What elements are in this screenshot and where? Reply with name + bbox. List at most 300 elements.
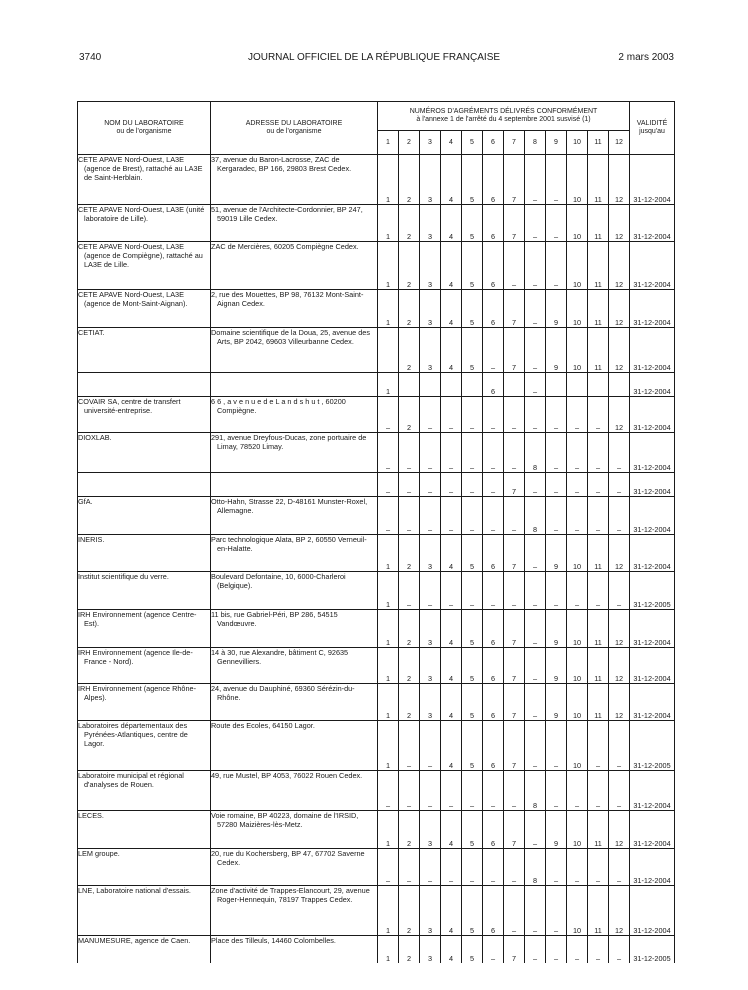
laboratory-address-text: 24, avenue du Dauphiné, 69360 Sérézin-du-Rhône. (211, 684, 355, 702)
laboratory-name (78, 497, 211, 535)
agreement-cell: – (420, 572, 441, 610)
agreement-cell (567, 373, 588, 397)
agreement-cell: 9 (546, 328, 567, 373)
laboratory-address (211, 155, 378, 205)
agreement-cell: – (609, 936, 630, 963)
agreement-cell: 7 (504, 936, 525, 963)
laboratory-address-text: 51, avenue de l'Architecte-Cordonnier, BP 247, 59019 Lille Cedex. (211, 205, 363, 223)
laboratory-name (78, 433, 211, 473)
agreement-cell: 1 (378, 242, 399, 290)
agreement-cell: 8 (525, 771, 546, 811)
agreement-cell: – (420, 721, 441, 771)
validity-date: 31-12-2004 (630, 886, 675, 936)
table-row (78, 290, 675, 328)
agreement-cell: – (525, 721, 546, 771)
agreement-cell: 3 (420, 936, 441, 963)
agreement-cell: 11 (588, 328, 609, 373)
laboratory-address (211, 771, 378, 811)
laboratory-address-text: Otto-Hahn, Strasse 22, D-48161 Munster-Roxel, Allemagne. (211, 497, 368, 515)
agreement-cell: 2 (399, 205, 420, 242)
agreement-cell: – (420, 497, 441, 535)
agreement-cell: 5 (462, 684, 483, 721)
laboratory-address-text: 20, rue du Kochersberg, BP 47, 67702 Saverne Cedex. (211, 849, 365, 867)
agreement-cell: – (441, 497, 462, 535)
agreement-cell: – (567, 771, 588, 811)
agreement-cell: 1 (378, 936, 399, 963)
agreement-number-header: 3 (420, 131, 441, 155)
agreement-cell: – (525, 373, 546, 397)
table-row (78, 497, 675, 535)
laboratory-name (78, 610, 211, 648)
laboratory-name (78, 328, 211, 373)
agreement-cell: – (462, 849, 483, 886)
agreement-cell: – (462, 433, 483, 473)
validity-date: 31-12-2005 (630, 721, 675, 771)
column-header-validity-line1: VALIDITÉ (636, 120, 668, 127)
agreement-cell: 10 (567, 684, 588, 721)
agreement-cell: – (483, 473, 504, 497)
agreement-cell: 5 (462, 886, 483, 936)
column-header-agreements (378, 102, 630, 131)
agreement-number-header: 12 (609, 131, 630, 155)
agreement-cell: 12 (609, 205, 630, 242)
agreement-cell: – (588, 572, 609, 610)
laboratory-address (211, 648, 378, 684)
agreement-cell: 1 (378, 373, 399, 397)
agreement-cell: – (378, 497, 399, 535)
agreement-cell: 11 (588, 684, 609, 721)
agreement-cell: – (609, 473, 630, 497)
agreement-cell: – (483, 397, 504, 433)
agreement-cell: 1 (378, 886, 399, 936)
laboratory-name-text: CETE APAVE Nord-Ouest, LA3E (agence de Brest), rattaché au LA3E de Saint-Herblain. (78, 155, 203, 182)
validity-date: 31-12-2005 (630, 572, 675, 610)
agreement-number-header: 11 (588, 131, 609, 155)
agreement-cell: 2 (399, 155, 420, 205)
agreement-cell (609, 373, 630, 397)
agreement-cell: 4 (441, 328, 462, 373)
laboratory-address-text: Zone d'activité de Trappes-Elancourt, 29, avenue Roger-Hennequin, 78197 Trappes Cedex. (211, 886, 370, 904)
laboratory-name (78, 684, 211, 721)
column-header-name-line1: NOM DU LABORATOIRE (104, 120, 184, 127)
agreement-cell: 12 (609, 610, 630, 648)
agreement-cell: 2 (399, 328, 420, 373)
laboratory-address-text: 2, rue des Mouettes, BP 98, 76132 Mont-Saint-Aignan Cedex. (211, 290, 364, 308)
agreement-cell: – (378, 849, 399, 886)
agreement-cell: 3 (420, 328, 441, 373)
validity-date: 31-12-2004 (630, 811, 675, 849)
agreement-cell: – (546, 433, 567, 473)
laboratory-name-text: LNE, Laboratoire national d'essais. (78, 886, 191, 895)
agreement-cell: – (567, 473, 588, 497)
validity-date: 31-12-2004 (630, 849, 675, 886)
agreement-cell: 6 (483, 535, 504, 572)
validity-date: 31-12-2004 (630, 397, 675, 433)
journal-title: JOURNAL OFFICIEL DE LA RÉPUBLIQUE FRANÇAISE (247, 52, 501, 63)
table-row (78, 886, 675, 936)
agreement-cell: – (525, 328, 546, 373)
agreement-cell: – (504, 572, 525, 610)
laboratory-name (78, 811, 211, 849)
agreement-cell: – (504, 242, 525, 290)
agreement-cell: 5 (462, 328, 483, 373)
validity-date: 31-12-2004 (630, 684, 675, 721)
agreement-cell: 7 (504, 610, 525, 648)
agreement-cell: 7 (504, 648, 525, 684)
agreement-cell: – (399, 497, 420, 535)
agreement-cell: 4 (441, 684, 462, 721)
agreement-cell: 12 (609, 684, 630, 721)
laboratory-address (211, 473, 378, 497)
agreement-cell: – (609, 849, 630, 886)
agreement-cell: – (546, 497, 567, 535)
agreement-cell: – (588, 473, 609, 497)
agreement-cell: 2 (399, 684, 420, 721)
agreement-cell: – (609, 497, 630, 535)
column-header-name-line2: ou de l'organisme (116, 128, 172, 135)
agreement-cell: 4 (441, 886, 462, 936)
agreement-cell: 10 (567, 721, 588, 771)
agreement-cell: – (399, 849, 420, 886)
agreement-cell: 2 (399, 811, 420, 849)
agreement-cell: 9 (546, 648, 567, 684)
agreement-cell: – (399, 721, 420, 771)
laboratory-name-text: DIOXLAB. (78, 433, 112, 442)
agreement-cell: 7 (504, 811, 525, 849)
agreement-cell: – (420, 473, 441, 497)
laboratory-address-text: ZAC de Mercières, 60205 Compiègne Cedex. (211, 242, 359, 251)
agreement-cell: 10 (567, 205, 588, 242)
laboratory-name (78, 473, 211, 497)
agreement-cell: – (525, 572, 546, 610)
agreement-cell: 12 (609, 648, 630, 684)
agreement-number-header: 5 (462, 131, 483, 155)
agreement-cell: 12 (609, 886, 630, 936)
agreement-cell: 4 (441, 155, 462, 205)
agreement-number-header: 10 (567, 131, 588, 155)
agreement-cell: 10 (567, 886, 588, 936)
agreement-cell: 7 (504, 684, 525, 721)
agreement-cell: 4 (441, 936, 462, 963)
agreement-cell: 3 (420, 610, 441, 648)
agreement-cell: – (567, 497, 588, 535)
laboratory-name (78, 290, 211, 328)
agreement-cell: 3 (420, 648, 441, 684)
agreement-cell: 9 (546, 811, 567, 849)
agreement-cell: 7 (504, 205, 525, 242)
agreement-cell: 5 (462, 205, 483, 242)
laboratory-address-text: Parc technologique Alata, BP 2, 60550 Verneuil-en-Halatte. (211, 535, 367, 553)
agreement-cell: 4 (441, 205, 462, 242)
agreement-cell: 6 (483, 811, 504, 849)
agreement-cell: – (609, 721, 630, 771)
column-header-name (78, 102, 211, 155)
agreement-cell: – (483, 328, 504, 373)
laboratory-name-text: MANUMESURE, agence de Caen. (78, 936, 191, 945)
agreement-cell: 3 (420, 535, 441, 572)
table-row (78, 397, 675, 433)
agreement-cell: 7 (504, 328, 525, 373)
agreement-cell: – (483, 771, 504, 811)
agreement-cell: 10 (567, 242, 588, 290)
agreement-cell: 1 (378, 205, 399, 242)
agreement-cell: 3 (420, 155, 441, 205)
laboratory-address (211, 610, 378, 648)
agreement-cell: 5 (462, 721, 483, 771)
agreement-cell: – (567, 572, 588, 610)
agreement-cell: 12 (609, 328, 630, 373)
agreement-cell: 10 (567, 811, 588, 849)
laboratory-address-text: 14 à 30, rue Alexandre, bâtiment C, 92635 Gennevilliers. (211, 648, 349, 666)
table-row (78, 572, 675, 610)
agreement-cell: 10 (567, 155, 588, 205)
validity-date: 31-12-2004 (630, 648, 675, 684)
agreement-cell: – (546, 849, 567, 886)
laboratory-name (78, 886, 211, 936)
agreement-cell: 11 (588, 205, 609, 242)
validity-date: 31-12-2004 (630, 242, 675, 290)
agreement-cell: 9 (546, 684, 567, 721)
agreement-cell: – (462, 771, 483, 811)
agreement-cell: 6 (483, 610, 504, 648)
table-row (78, 473, 675, 497)
agreement-cell: – (462, 397, 483, 433)
agreement-cell: 6 (483, 886, 504, 936)
laboratory-address (211, 328, 378, 373)
table-row (78, 849, 675, 886)
agreement-cell: – (546, 242, 567, 290)
agreement-cell: – (483, 572, 504, 610)
agreement-cell: 9 (546, 535, 567, 572)
laboratory-address-text: 11 bis, rue Gabriel-Péri, BP 286, 54515 Vandœuvre. (211, 610, 338, 628)
agreement-cell: 5 (462, 811, 483, 849)
agreement-cell: 1 (378, 572, 399, 610)
agreement-cell: 12 (609, 242, 630, 290)
agreement-cell: 10 (567, 648, 588, 684)
agreement-cell: 6 (483, 721, 504, 771)
column-header-address (211, 102, 378, 155)
agreement-cell: 1 (378, 721, 399, 771)
agreement-cell: 2 (399, 397, 420, 433)
agreement-cell: 1 (378, 648, 399, 684)
agreement-cell: 4 (441, 610, 462, 648)
agreement-number-header: 9 (546, 131, 567, 155)
agreement-cell: – (525, 936, 546, 963)
agreement-cell: 8 (525, 433, 546, 473)
agreement-cell: 6 (483, 290, 504, 328)
agreement-cell: 2 (399, 242, 420, 290)
agreement-cell: 3 (420, 242, 441, 290)
column-header-agreements-line1: NUMÉROS D'AGRÉMENTS DÉLIVRÉS CONFORMÉMENT (409, 108, 598, 115)
agreement-cell: – (378, 473, 399, 497)
agreement-cell: 1 (378, 290, 399, 328)
agreement-cell: 4 (441, 535, 462, 572)
table-row (78, 610, 675, 648)
agreement-cell: 1 (378, 155, 399, 205)
agreement-cell: – (567, 397, 588, 433)
laboratory-name (78, 771, 211, 811)
table-row (78, 811, 675, 849)
laboratory-name (78, 205, 211, 242)
agreement-cell: – (462, 497, 483, 535)
publication-date: 2 mars 2003 (618, 52, 674, 63)
agreement-cell: 6 (483, 242, 504, 290)
agreement-cell: 11 (588, 290, 609, 328)
agreement-cell: – (588, 771, 609, 811)
validity-date: 31-12-2004 (630, 473, 675, 497)
laboratory-address-text: Boulevard Defontaine, 10, 6000-Charleroi (Belgique). (211, 572, 346, 590)
agreement-cell: 10 (567, 610, 588, 648)
laboratory-name (78, 397, 211, 433)
agreement-cell: 7 (504, 721, 525, 771)
validity-date: 31-12-2004 (630, 771, 675, 811)
agreement-cell: 2 (399, 648, 420, 684)
agreement-cell: – (420, 849, 441, 886)
agreement-cell: 4 (441, 721, 462, 771)
agreement-cell: – (588, 849, 609, 886)
validity-date: 31-12-2004 (630, 497, 675, 535)
agreement-cell: 11 (588, 155, 609, 205)
laboratory-address (211, 811, 378, 849)
agreement-cell (441, 373, 462, 397)
laboratory-address (211, 290, 378, 328)
validity-date: 31-12-2004 (630, 433, 675, 473)
validity-date: 31-12-2004 (630, 373, 675, 397)
agreement-cell: – (609, 572, 630, 610)
agreement-number-header: 7 (504, 131, 525, 155)
laboratory-address (211, 684, 378, 721)
column-header-validity-line2: jusqu'au (639, 128, 665, 135)
agreement-cell (399, 373, 420, 397)
validity-date: 31-12-2004 (630, 290, 675, 328)
laboratory-address (211, 936, 378, 963)
laboratory-name (78, 155, 211, 205)
laboratory-table (77, 101, 675, 963)
table-row (78, 721, 675, 771)
agreement-cell: 12 (609, 397, 630, 433)
agreement-cell: – (546, 771, 567, 811)
agreement-cell: 7 (504, 473, 525, 497)
agreement-cell: 11 (588, 610, 609, 648)
agreement-cell: – (441, 433, 462, 473)
agreement-cell: 12 (609, 155, 630, 205)
agreement-number-header: 8 (525, 131, 546, 155)
agreement-cell: 6 (483, 373, 504, 397)
agreement-cell: – (546, 936, 567, 963)
agreement-cell: 5 (462, 155, 483, 205)
agreement-cell: 4 (441, 242, 462, 290)
agreement-cell: – (483, 433, 504, 473)
laboratory-name-text: Laboratoire municipal et régional d'analyses de Rouen. (78, 771, 184, 789)
laboratory-address (211, 849, 378, 886)
agreement-cell: – (399, 433, 420, 473)
laboratory-name-text: IRH Environnement (agence Centre-Est). (78, 610, 197, 628)
laboratory-name-text: LECES. (78, 811, 104, 820)
agreement-cell: 1 (378, 535, 399, 572)
agreement-cell: – (546, 155, 567, 205)
laboratory-name (78, 849, 211, 886)
agreement-cell: – (504, 433, 525, 473)
agreement-cell: – (546, 572, 567, 610)
agreement-cell (462, 373, 483, 397)
agreement-number-header: 6 (483, 131, 504, 155)
table-row (78, 205, 675, 242)
agreement-cell: 9 (546, 610, 567, 648)
agreement-cell: – (588, 936, 609, 963)
table-row (78, 433, 675, 473)
agreement-cell: 2 (399, 886, 420, 936)
agreement-cell: 4 (441, 290, 462, 328)
laboratory-name-text: COVAIR SA, centre de transfert université-entreprise. (78, 397, 181, 415)
laboratory-name (78, 242, 211, 290)
agreement-cell: – (546, 886, 567, 936)
laboratory-address-text: 49, rue Mustel, BP 4053, 76022 Rouen Cedex. (211, 771, 363, 780)
laboratory-name (78, 535, 211, 572)
agreement-cell: 6 (483, 205, 504, 242)
agreement-cell: 6 (483, 648, 504, 684)
agreement-cell: 3 (420, 886, 441, 936)
agreement-cell: – (609, 433, 630, 473)
agreement-cell (546, 373, 567, 397)
agreement-cell (420, 373, 441, 397)
agreement-cell: – (546, 721, 567, 771)
laboratory-address-text: 291, avenue Dreyfous-Ducas, zone portuaire de Limay, 78520 Limay. (211, 433, 367, 451)
agreement-cell: – (462, 473, 483, 497)
laboratory-address-text: Domaine scientifique de la Doua, 25, avenue des Arts, BP 2042, 69603 Villeurbanne Cedex. (211, 328, 371, 346)
agreement-cell: – (588, 497, 609, 535)
agreement-cell: – (525, 535, 546, 572)
agreement-cell: 6 (483, 684, 504, 721)
agreement-cell: – (420, 771, 441, 811)
agreement-cell: – (525, 155, 546, 205)
validity-date: 31-12-2005 (630, 936, 675, 963)
agreement-cell: 2 (399, 535, 420, 572)
agreement-cell: 2 (399, 610, 420, 648)
laboratory-name-text: Institut scientifique du verre. (78, 572, 169, 581)
table-row (78, 242, 675, 290)
agreement-cell: 3 (420, 811, 441, 849)
laboratory-name (78, 721, 211, 771)
agreement-cell: 11 (588, 811, 609, 849)
agreement-cell: – (567, 936, 588, 963)
agreement-cell: – (378, 433, 399, 473)
column-header-validity (630, 102, 675, 155)
agreement-cell: – (504, 886, 525, 936)
agreement-cell: – (441, 473, 462, 497)
agreement-number-header: 4 (441, 131, 462, 155)
agreement-cell: – (588, 397, 609, 433)
agreement-cell: 12 (609, 535, 630, 572)
laboratory-address (211, 373, 378, 397)
agreement-cell: 2 (399, 936, 420, 963)
agreement-cell: – (399, 473, 420, 497)
agreement-cell: – (504, 849, 525, 886)
agreement-cell: – (378, 771, 399, 811)
agreement-cell (504, 373, 525, 397)
agreement-cell: – (504, 771, 525, 811)
laboratory-name-text: CETE APAVE Nord-Ouest, LA3E (agence de Mont-Saint-Aignan). (78, 290, 188, 308)
table-row (78, 936, 675, 963)
agreement-cell: – (567, 433, 588, 473)
agreement-cell: 12 (609, 290, 630, 328)
validity-date: 31-12-2004 (630, 610, 675, 648)
agreement-cell: – (462, 572, 483, 610)
laboratory-address (211, 397, 378, 433)
agreement-cell: – (525, 648, 546, 684)
agreement-cell: 5 (462, 936, 483, 963)
laboratory-address (211, 205, 378, 242)
agreement-cell: 1 (378, 610, 399, 648)
